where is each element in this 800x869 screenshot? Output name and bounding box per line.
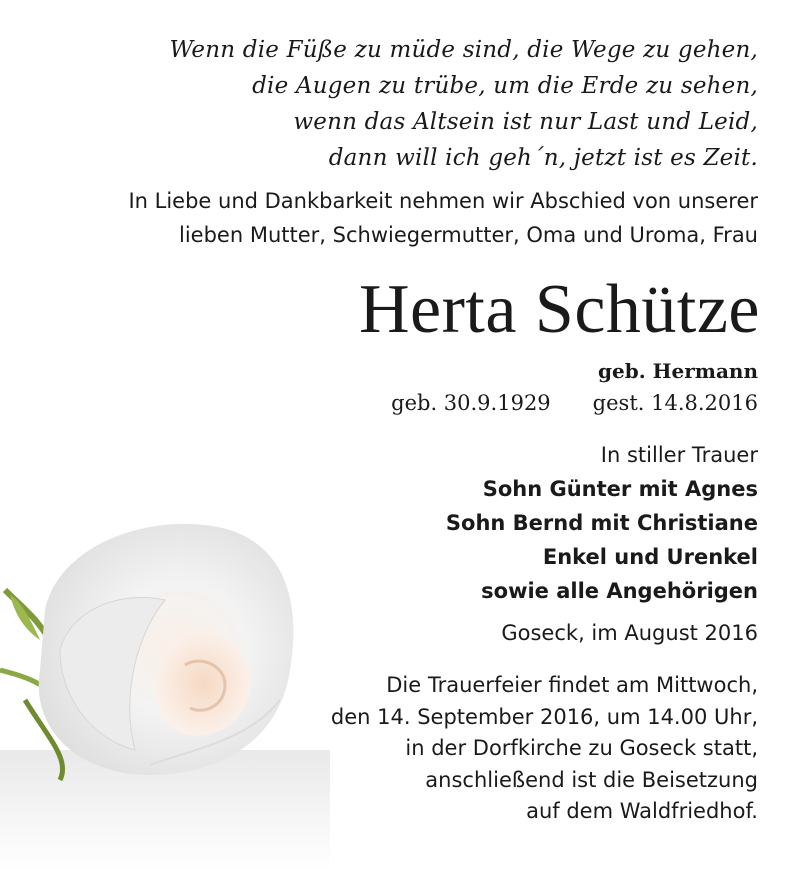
poem-line: dann will ich geh´n, jetzt ist es Zeit. (328, 145, 758, 171)
place-and-date: Goseck, im August 2016 (501, 621, 758, 645)
poem (38, 32, 758, 176)
death-date: gest. 14.8.2016 (592, 391, 758, 415)
deceased-name: Herta Schütze (358, 271, 760, 348)
intro-line: lieben Mutter, Schwiegermutter, Oma und Uroma, Frau (179, 223, 758, 247)
service-line: den 14. September 2016, um 14.00 Uhr, (330, 704, 758, 729)
service-line: auf dem Waldfriedhof. (526, 799, 758, 823)
funeral-service-info (238, 670, 758, 828)
mourners-list (338, 438, 758, 608)
poem-line: wenn das Altsein ist nur Last und Leid, (293, 109, 758, 135)
poem-line: die Augen zu trübe, um die Erde zu sehen, (252, 73, 758, 99)
intro-line: In Liebe und Dankbarkeit nehmen wir Abschied von unserer (128, 189, 758, 213)
mourner-entry: Enkel und Urenkel (542, 545, 758, 569)
mourner-entry: sowie alle Angehörigen (481, 579, 758, 603)
farewell-intro (18, 184, 758, 252)
maiden-name: geb. Hermann (598, 359, 758, 383)
poem-line: Wenn die Füße zu müde sind, die Wege zu gehen, (169, 37, 758, 63)
service-line: Die Trauerfeier findet am Mittwoch, (386, 673, 758, 697)
service-line: anschließend ist die Beisetzung (425, 767, 758, 792)
mourner-entry: Sohn Bernd mit Christiane (445, 511, 758, 535)
service-line: in der Dorfkirche zu Goseck statt, (405, 736, 758, 760)
mourners-heading: In stiller Trauer (600, 443, 758, 467)
mourner-entry: Sohn Günter mit Agnes (482, 477, 758, 501)
birth-date: geb. 30.9.1929 (391, 391, 551, 415)
life-dates (391, 386, 758, 420)
